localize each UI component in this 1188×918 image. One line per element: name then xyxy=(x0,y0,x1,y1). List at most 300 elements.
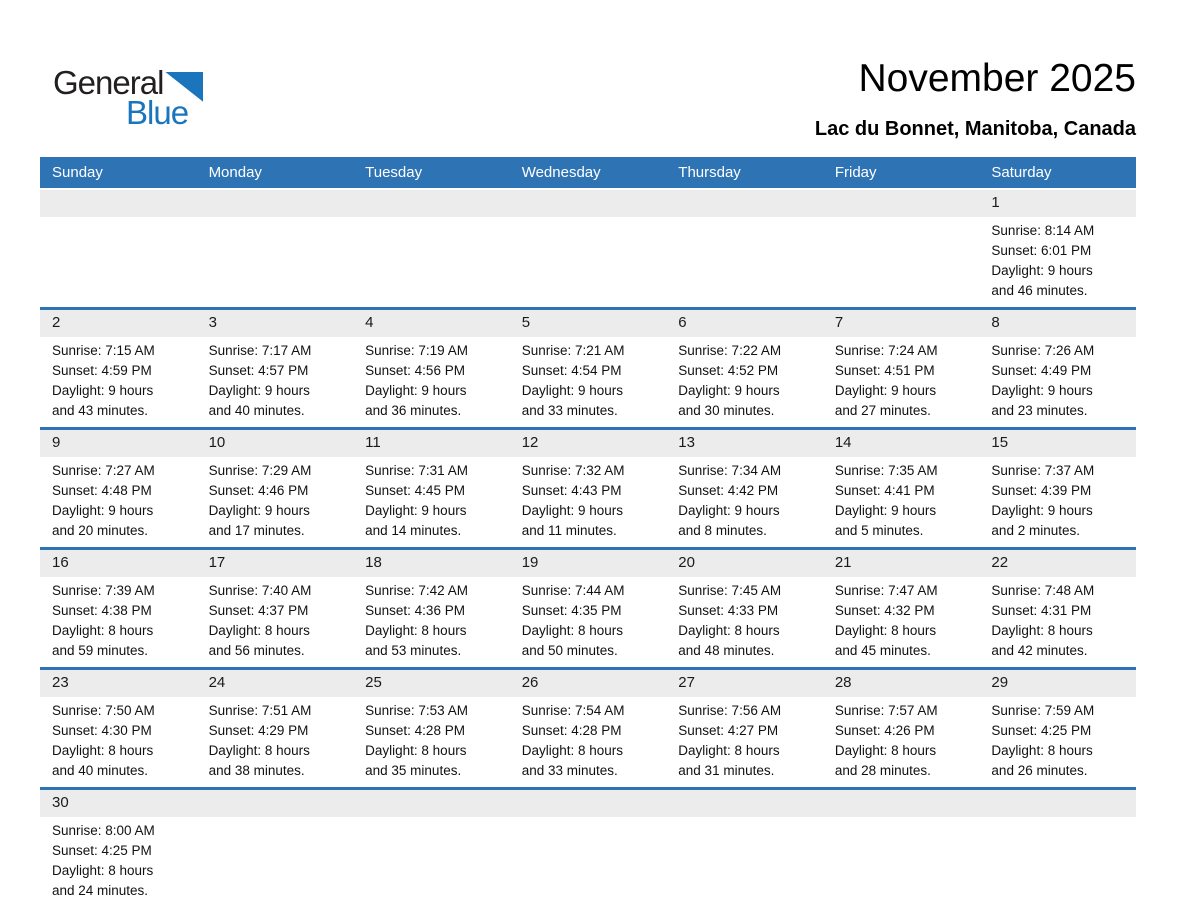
day-details xyxy=(510,217,667,227)
sun-info-line: Sunset: 4:38 PM xyxy=(52,603,152,618)
day-details xyxy=(666,697,823,787)
day-number-band xyxy=(823,310,980,337)
day-number: 5 xyxy=(521,314,531,331)
day-number: 28 xyxy=(834,674,852,691)
sun-info-line: Sunrise: 8:00 AM xyxy=(52,823,155,838)
day-number xyxy=(979,790,1136,794)
sun-info-line: and 2 minutes. xyxy=(991,523,1080,538)
day-number-band xyxy=(197,790,354,817)
day-number-band xyxy=(197,670,354,697)
day-number: 21 xyxy=(834,554,852,571)
sun-info-line: Sunset: 4:45 PM xyxy=(365,483,465,498)
day-number: 19 xyxy=(521,554,539,571)
day-details xyxy=(666,217,823,227)
sun-info-line: Sunset: 4:52 PM xyxy=(678,363,779,378)
day-number-band xyxy=(197,550,354,577)
day-details xyxy=(197,457,354,547)
sun-info-line: Daylight: 9 hours xyxy=(365,503,467,518)
sun-info-line: and 33 minutes. xyxy=(521,763,618,778)
day-cell-24 xyxy=(197,670,354,787)
day-cell-empty xyxy=(823,190,980,307)
day-number: 6 xyxy=(678,314,687,331)
sun-info-line: Daylight: 9 hours xyxy=(52,503,154,518)
day-number-band xyxy=(197,190,354,217)
day-number xyxy=(666,790,823,794)
day-number: 22 xyxy=(991,554,1009,571)
sun-info-line: Sunset: 4:30 PM xyxy=(52,723,152,738)
sun-info-line: and 46 minutes. xyxy=(991,283,1088,298)
day-details xyxy=(353,817,510,827)
day-number-band xyxy=(510,670,667,697)
sun-info-line: Sunrise: 7:45 AM xyxy=(678,583,782,598)
sun-info-line: and 42 minutes. xyxy=(991,643,1088,658)
sun-info-line: and 45 minutes. xyxy=(834,643,931,658)
sun-info-line: Sunset: 4:28 PM xyxy=(365,723,465,738)
week-row xyxy=(40,787,1136,907)
day-number: 4 xyxy=(365,314,374,331)
sun-info-line: Daylight: 9 hours xyxy=(834,383,937,398)
day-number-band xyxy=(666,430,823,457)
weekday-header-wednesday: Wednesday xyxy=(521,164,601,181)
sun-info-line: Daylight: 8 hours xyxy=(52,863,154,878)
day-details xyxy=(197,697,354,787)
day-cell-8 xyxy=(979,310,1136,427)
day-number: 15 xyxy=(991,434,1009,451)
day-cell-6 xyxy=(666,310,823,427)
logo-text-general: General xyxy=(53,64,164,101)
sun-info-line: Sunset: 4:32 PM xyxy=(834,603,935,618)
day-cell-empty xyxy=(40,190,197,307)
week-row xyxy=(40,547,1136,667)
day-details xyxy=(823,577,980,667)
sun-info-line: and 36 minutes. xyxy=(365,403,462,418)
sun-info-line: and 50 minutes. xyxy=(521,643,618,658)
day-cell-29 xyxy=(979,670,1136,787)
sun-info-line: Sunset: 4:26 PM xyxy=(834,723,935,738)
day-number-band xyxy=(979,670,1136,697)
day-details xyxy=(197,337,354,427)
day-number xyxy=(197,190,354,194)
sun-info-line: Sunrise: 7:19 AM xyxy=(365,343,468,358)
sun-info-line: Sunrise: 7:39 AM xyxy=(52,583,155,598)
day-details xyxy=(197,817,354,827)
sun-info-line: Daylight: 9 hours xyxy=(678,383,780,398)
day-number: 7 xyxy=(834,314,844,331)
sun-info-line: Daylight: 9 hours xyxy=(52,383,154,398)
sun-info-line: Sunset: 4:46 PM xyxy=(208,483,309,498)
sun-info-line: and 24 minutes. xyxy=(52,883,149,898)
sun-info-line: Sunset: 4:33 PM xyxy=(678,603,779,618)
day-cell-3 xyxy=(197,310,354,427)
day-number: 1 xyxy=(991,194,1000,211)
sun-info-line: Sunset: 4:43 PM xyxy=(521,483,622,498)
weekday-header-sunday: Sunday xyxy=(52,164,103,181)
day-number-band xyxy=(510,790,667,817)
sun-info-line: and 59 minutes. xyxy=(52,643,149,658)
day-number-band xyxy=(823,190,980,217)
week-row xyxy=(40,190,1136,307)
day-number: 16 xyxy=(52,554,69,571)
sun-info-line: and 48 minutes. xyxy=(678,643,775,658)
sun-info-line: and 20 minutes. xyxy=(52,523,149,538)
day-cell-5 xyxy=(510,310,667,427)
day-details xyxy=(197,217,354,227)
sun-info-line: Sunrise: 7:54 AM xyxy=(521,703,625,718)
day-cell-7 xyxy=(823,310,980,427)
sun-info-line: Daylight: 8 hours xyxy=(365,623,467,638)
day-cell-empty xyxy=(666,190,823,307)
sun-info-line: Sunrise: 7:32 AM xyxy=(521,463,625,478)
sun-info-line: Sunset: 4:27 PM xyxy=(678,723,779,738)
day-number: 24 xyxy=(208,674,226,691)
day-cell-2 xyxy=(40,310,197,427)
sun-info-line: Sunrise: 7:42 AM xyxy=(365,583,468,598)
sun-info-line: Sunset: 4:42 PM xyxy=(678,483,779,498)
sun-info-line: Sunset: 6:01 PM xyxy=(991,243,1092,258)
sun-info-line: Sunrise: 7:44 AM xyxy=(521,583,625,598)
day-details xyxy=(40,217,197,227)
day-number-band xyxy=(666,190,823,217)
sun-info-line: Sunset: 4:48 PM xyxy=(52,483,152,498)
sun-info-line: Sunset: 4:25 PM xyxy=(991,723,1092,738)
sun-info-line: Sunrise: 7:34 AM xyxy=(678,463,782,478)
sun-info-line: Daylight: 9 hours xyxy=(208,383,310,398)
sun-info-line: and 53 minutes. xyxy=(365,643,462,658)
day-number xyxy=(823,190,980,194)
day-number-band xyxy=(666,790,823,817)
weekday-header-friday: Friday xyxy=(834,164,877,181)
sun-info-line: Daylight: 9 hours xyxy=(991,263,1093,278)
day-details xyxy=(40,577,197,667)
day-cell-30 xyxy=(40,790,197,907)
day-cell-21 xyxy=(823,550,980,667)
day-details xyxy=(823,217,980,227)
day-details xyxy=(979,697,1136,787)
day-details xyxy=(353,577,510,667)
sun-info-line: and 27 minutes. xyxy=(834,403,931,418)
day-details xyxy=(510,577,667,667)
sun-info-line: Daylight: 9 hours xyxy=(991,503,1093,518)
sun-info-line: and 35 minutes. xyxy=(365,763,462,778)
day-details xyxy=(666,817,823,827)
day-details xyxy=(979,817,1136,827)
day-details xyxy=(353,697,510,787)
calendar xyxy=(40,157,1136,907)
day-details xyxy=(510,457,667,547)
day-cell-empty xyxy=(197,190,354,307)
day-number-band xyxy=(197,430,354,457)
day-number-band xyxy=(510,550,667,577)
sun-info-line: Daylight: 8 hours xyxy=(991,623,1093,638)
sun-info-line: Sunrise: 7:48 AM xyxy=(991,583,1095,598)
day-number: 9 xyxy=(52,434,61,451)
sun-info-line: and 17 minutes. xyxy=(208,523,305,538)
day-number: 14 xyxy=(834,434,852,451)
day-number xyxy=(666,190,823,194)
day-cell-4 xyxy=(353,310,510,427)
day-cell-empty xyxy=(353,790,510,907)
day-number-band xyxy=(666,550,823,577)
day-number xyxy=(510,790,667,794)
sun-info-line: and 31 minutes. xyxy=(678,763,775,778)
day-number: 29 xyxy=(991,674,1009,691)
sun-info-line: and 43 minutes. xyxy=(52,403,149,418)
day-cell-empty xyxy=(823,790,980,907)
sun-info-line: Sunset: 4:57 PM xyxy=(208,363,309,378)
day-details xyxy=(40,337,197,427)
day-number: 17 xyxy=(208,554,226,571)
sun-info-line: and 23 minutes. xyxy=(991,403,1088,418)
day-cell-1 xyxy=(979,190,1136,307)
day-number-band xyxy=(510,190,667,217)
day-cell-23 xyxy=(40,670,197,787)
day-number-band xyxy=(353,670,510,697)
sun-info-line: Sunrise: 7:47 AM xyxy=(834,583,938,598)
sun-info-line: and 28 minutes. xyxy=(834,763,931,778)
day-number-band xyxy=(353,790,510,817)
sun-info-line: Sunrise: 7:57 AM xyxy=(834,703,938,718)
sun-info-line: Daylight: 8 hours xyxy=(365,743,467,758)
sun-info-line: and 30 minutes. xyxy=(678,403,775,418)
calendar-grid xyxy=(40,190,1136,907)
sun-info-line: Sunrise: 7:50 AM xyxy=(52,703,155,718)
day-number-band xyxy=(979,430,1136,457)
sun-info-line: Sunrise: 7:56 AM xyxy=(678,703,782,718)
weekday-header-monday: Monday xyxy=(208,164,262,181)
week-row xyxy=(40,667,1136,787)
sun-info-line: and 5 minutes. xyxy=(834,523,924,538)
sun-info-line: and 26 minutes. xyxy=(991,763,1088,778)
sun-info-line: Sunrise: 7:35 AM xyxy=(834,463,938,478)
day-number: 3 xyxy=(208,314,217,331)
day-details xyxy=(510,337,667,427)
day-cell-28 xyxy=(823,670,980,787)
day-cell-22 xyxy=(979,550,1136,667)
weekday-header-tuesday: Tuesday xyxy=(365,164,423,181)
day-cell-20 xyxy=(666,550,823,667)
day-number-band xyxy=(823,550,980,577)
sun-info-line: Sunset: 4:25 PM xyxy=(52,843,152,858)
week-row xyxy=(40,307,1136,427)
day-number-band xyxy=(40,550,197,577)
sun-info-line: Sunrise: 8:14 AM xyxy=(991,223,1095,238)
sun-info-line: Sunrise: 7:31 AM xyxy=(365,463,468,478)
sun-info-line: Sunset: 4:56 PM xyxy=(365,363,465,378)
day-cell-26 xyxy=(510,670,667,787)
sun-info-line: Sunrise: 7:22 AM xyxy=(678,343,782,358)
sun-info-line: Sunrise: 7:40 AM xyxy=(208,583,312,598)
sun-info-line: and 56 minutes. xyxy=(208,643,305,658)
sun-info-line: Sunrise: 7:59 AM xyxy=(991,703,1095,718)
day-number-band xyxy=(979,190,1136,217)
day-details xyxy=(666,577,823,667)
day-number-band xyxy=(40,670,197,697)
day-number-band xyxy=(979,310,1136,337)
sun-info-line: Daylight: 9 hours xyxy=(365,383,467,398)
day-number-band xyxy=(979,550,1136,577)
day-details xyxy=(666,457,823,547)
day-number: 11 xyxy=(365,434,381,451)
day-cell-11 xyxy=(353,430,510,547)
sun-info-line: Daylight: 9 hours xyxy=(521,383,624,398)
sun-info-line: Daylight: 8 hours xyxy=(678,623,780,638)
day-number: 13 xyxy=(678,434,695,451)
day-details xyxy=(353,457,510,547)
sun-info-line: Sunset: 4:36 PM xyxy=(365,603,465,618)
day-number: 10 xyxy=(208,434,226,451)
logo-text-blue: Blue xyxy=(126,94,189,131)
sun-info-line: Sunrise: 7:17 AM xyxy=(208,343,312,358)
day-cell-18 xyxy=(353,550,510,667)
day-number xyxy=(353,790,510,794)
sun-info-line: Daylight: 8 hours xyxy=(834,743,937,758)
sun-info-line: Sunset: 4:51 PM xyxy=(834,363,935,378)
day-number: 18 xyxy=(365,554,382,571)
sun-info-line: Sunset: 4:59 PM xyxy=(52,363,152,378)
day-number: 30 xyxy=(52,794,69,811)
sun-info-line: Sunrise: 7:37 AM xyxy=(991,463,1095,478)
day-details xyxy=(823,457,980,547)
sun-info-line: Sunset: 4:28 PM xyxy=(521,723,622,738)
day-cell-empty xyxy=(510,790,667,907)
day-cell-empty xyxy=(353,190,510,307)
sun-info-line: Sunrise: 7:26 AM xyxy=(991,343,1095,358)
day-cell-empty xyxy=(197,790,354,907)
sun-info-line: Sunrise: 7:27 AM xyxy=(52,463,155,478)
sun-info-line: and 14 minutes. xyxy=(365,523,462,538)
page-title: November 2025 xyxy=(858,57,1136,100)
day-details xyxy=(979,577,1136,667)
day-number-band xyxy=(353,430,510,457)
day-cell-25 xyxy=(353,670,510,787)
day-cell-14 xyxy=(823,430,980,547)
title-block xyxy=(815,56,1136,144)
sun-info-line: Sunset: 4:39 PM xyxy=(991,483,1092,498)
sun-info-line: Daylight: 8 hours xyxy=(208,623,310,638)
sun-info-line: Daylight: 9 hours xyxy=(991,383,1093,398)
sun-info-line: Sunrise: 7:53 AM xyxy=(365,703,468,718)
sun-info-line: Daylight: 9 hours xyxy=(678,503,780,518)
sun-info-line: Daylight: 9 hours xyxy=(834,503,937,518)
sun-info-line: Sunrise: 7:21 AM xyxy=(521,343,625,358)
day-number-band xyxy=(40,790,197,817)
day-number-band xyxy=(979,790,1136,817)
day-cell-19 xyxy=(510,550,667,667)
day-cell-9 xyxy=(40,430,197,547)
sun-info-line: and 8 minutes. xyxy=(678,523,767,538)
day-details xyxy=(40,697,197,787)
day-number-band xyxy=(510,310,667,337)
day-cell-13 xyxy=(666,430,823,547)
day-details xyxy=(197,577,354,667)
day-details xyxy=(40,817,197,907)
day-number-band xyxy=(40,430,197,457)
day-number-band xyxy=(510,430,667,457)
day-number-band xyxy=(823,430,980,457)
day-cell-12 xyxy=(510,430,667,547)
day-details xyxy=(979,337,1136,427)
sun-info-line: Daylight: 8 hours xyxy=(52,623,154,638)
day-details xyxy=(666,337,823,427)
day-number-band xyxy=(353,310,510,337)
day-details xyxy=(823,697,980,787)
day-cell-empty xyxy=(510,190,667,307)
day-cell-27 xyxy=(666,670,823,787)
day-details xyxy=(510,697,667,787)
day-details xyxy=(40,457,197,547)
sun-info-line: Sunset: 4:41 PM xyxy=(834,483,935,498)
sun-info-line: Daylight: 8 hours xyxy=(521,743,624,758)
sun-info-line: Sunrise: 7:51 AM xyxy=(208,703,312,718)
day-cell-17 xyxy=(197,550,354,667)
day-number-band xyxy=(353,190,510,217)
day-cell-empty xyxy=(666,790,823,907)
sun-info-line: Daylight: 9 hours xyxy=(521,503,624,518)
day-number-band xyxy=(823,670,980,697)
day-number-band xyxy=(823,790,980,817)
sun-info-line: Sunset: 4:49 PM xyxy=(991,363,1092,378)
day-number xyxy=(823,790,980,794)
day-number: 12 xyxy=(521,434,539,451)
sun-info-line: Daylight: 8 hours xyxy=(52,743,154,758)
day-details xyxy=(353,337,510,427)
day-details xyxy=(979,217,1136,307)
day-cell-empty xyxy=(979,790,1136,907)
weekday-header-saturday: Saturday xyxy=(991,164,1052,181)
sun-info-line: Daylight: 8 hours xyxy=(678,743,780,758)
day-number-band xyxy=(197,310,354,337)
day-number: 23 xyxy=(52,674,69,691)
week-row xyxy=(40,427,1136,547)
day-number: 26 xyxy=(521,674,539,691)
day-details xyxy=(510,817,667,827)
logo xyxy=(53,64,253,131)
sun-info-line: Daylight: 9 hours xyxy=(208,503,310,518)
day-number-band xyxy=(666,670,823,697)
day-cell-15 xyxy=(979,430,1136,547)
sun-info-line: Sunset: 4:54 PM xyxy=(521,363,622,378)
sun-info-line: Daylight: 8 hours xyxy=(521,623,624,638)
day-details xyxy=(979,457,1136,547)
sun-info-line: and 33 minutes. xyxy=(521,403,618,418)
day-number-band xyxy=(353,550,510,577)
day-details xyxy=(823,337,980,427)
day-number xyxy=(40,190,197,194)
day-number: 2 xyxy=(52,314,61,331)
day-number: 20 xyxy=(678,554,695,571)
day-number xyxy=(197,790,354,794)
day-number: 25 xyxy=(365,674,382,691)
sun-info-line: and 40 minutes. xyxy=(208,403,305,418)
day-number: 27 xyxy=(678,674,695,691)
day-number xyxy=(510,190,667,194)
page-subtitle: Lac du Bonnet, Manitoba, Canada xyxy=(814,118,1136,140)
sun-info-line: Sunrise: 7:24 AM xyxy=(834,343,938,358)
sun-info-line: Sunset: 4:31 PM xyxy=(991,603,1092,618)
day-number-band xyxy=(666,310,823,337)
day-details xyxy=(823,817,980,827)
day-cell-16 xyxy=(40,550,197,667)
day-number: 8 xyxy=(991,314,1000,331)
sun-info-line: and 40 minutes. xyxy=(52,763,149,778)
weekday-header-row xyxy=(40,157,1136,188)
sun-info-line: Sunrise: 7:15 AM xyxy=(52,343,155,358)
sun-info-line: Daylight: 8 hours xyxy=(834,623,937,638)
sun-info-line: Sunset: 4:35 PM xyxy=(521,603,622,618)
sun-info-line: Daylight: 8 hours xyxy=(208,743,310,758)
sun-info-line: and 38 minutes. xyxy=(208,763,305,778)
day-details xyxy=(353,217,510,227)
